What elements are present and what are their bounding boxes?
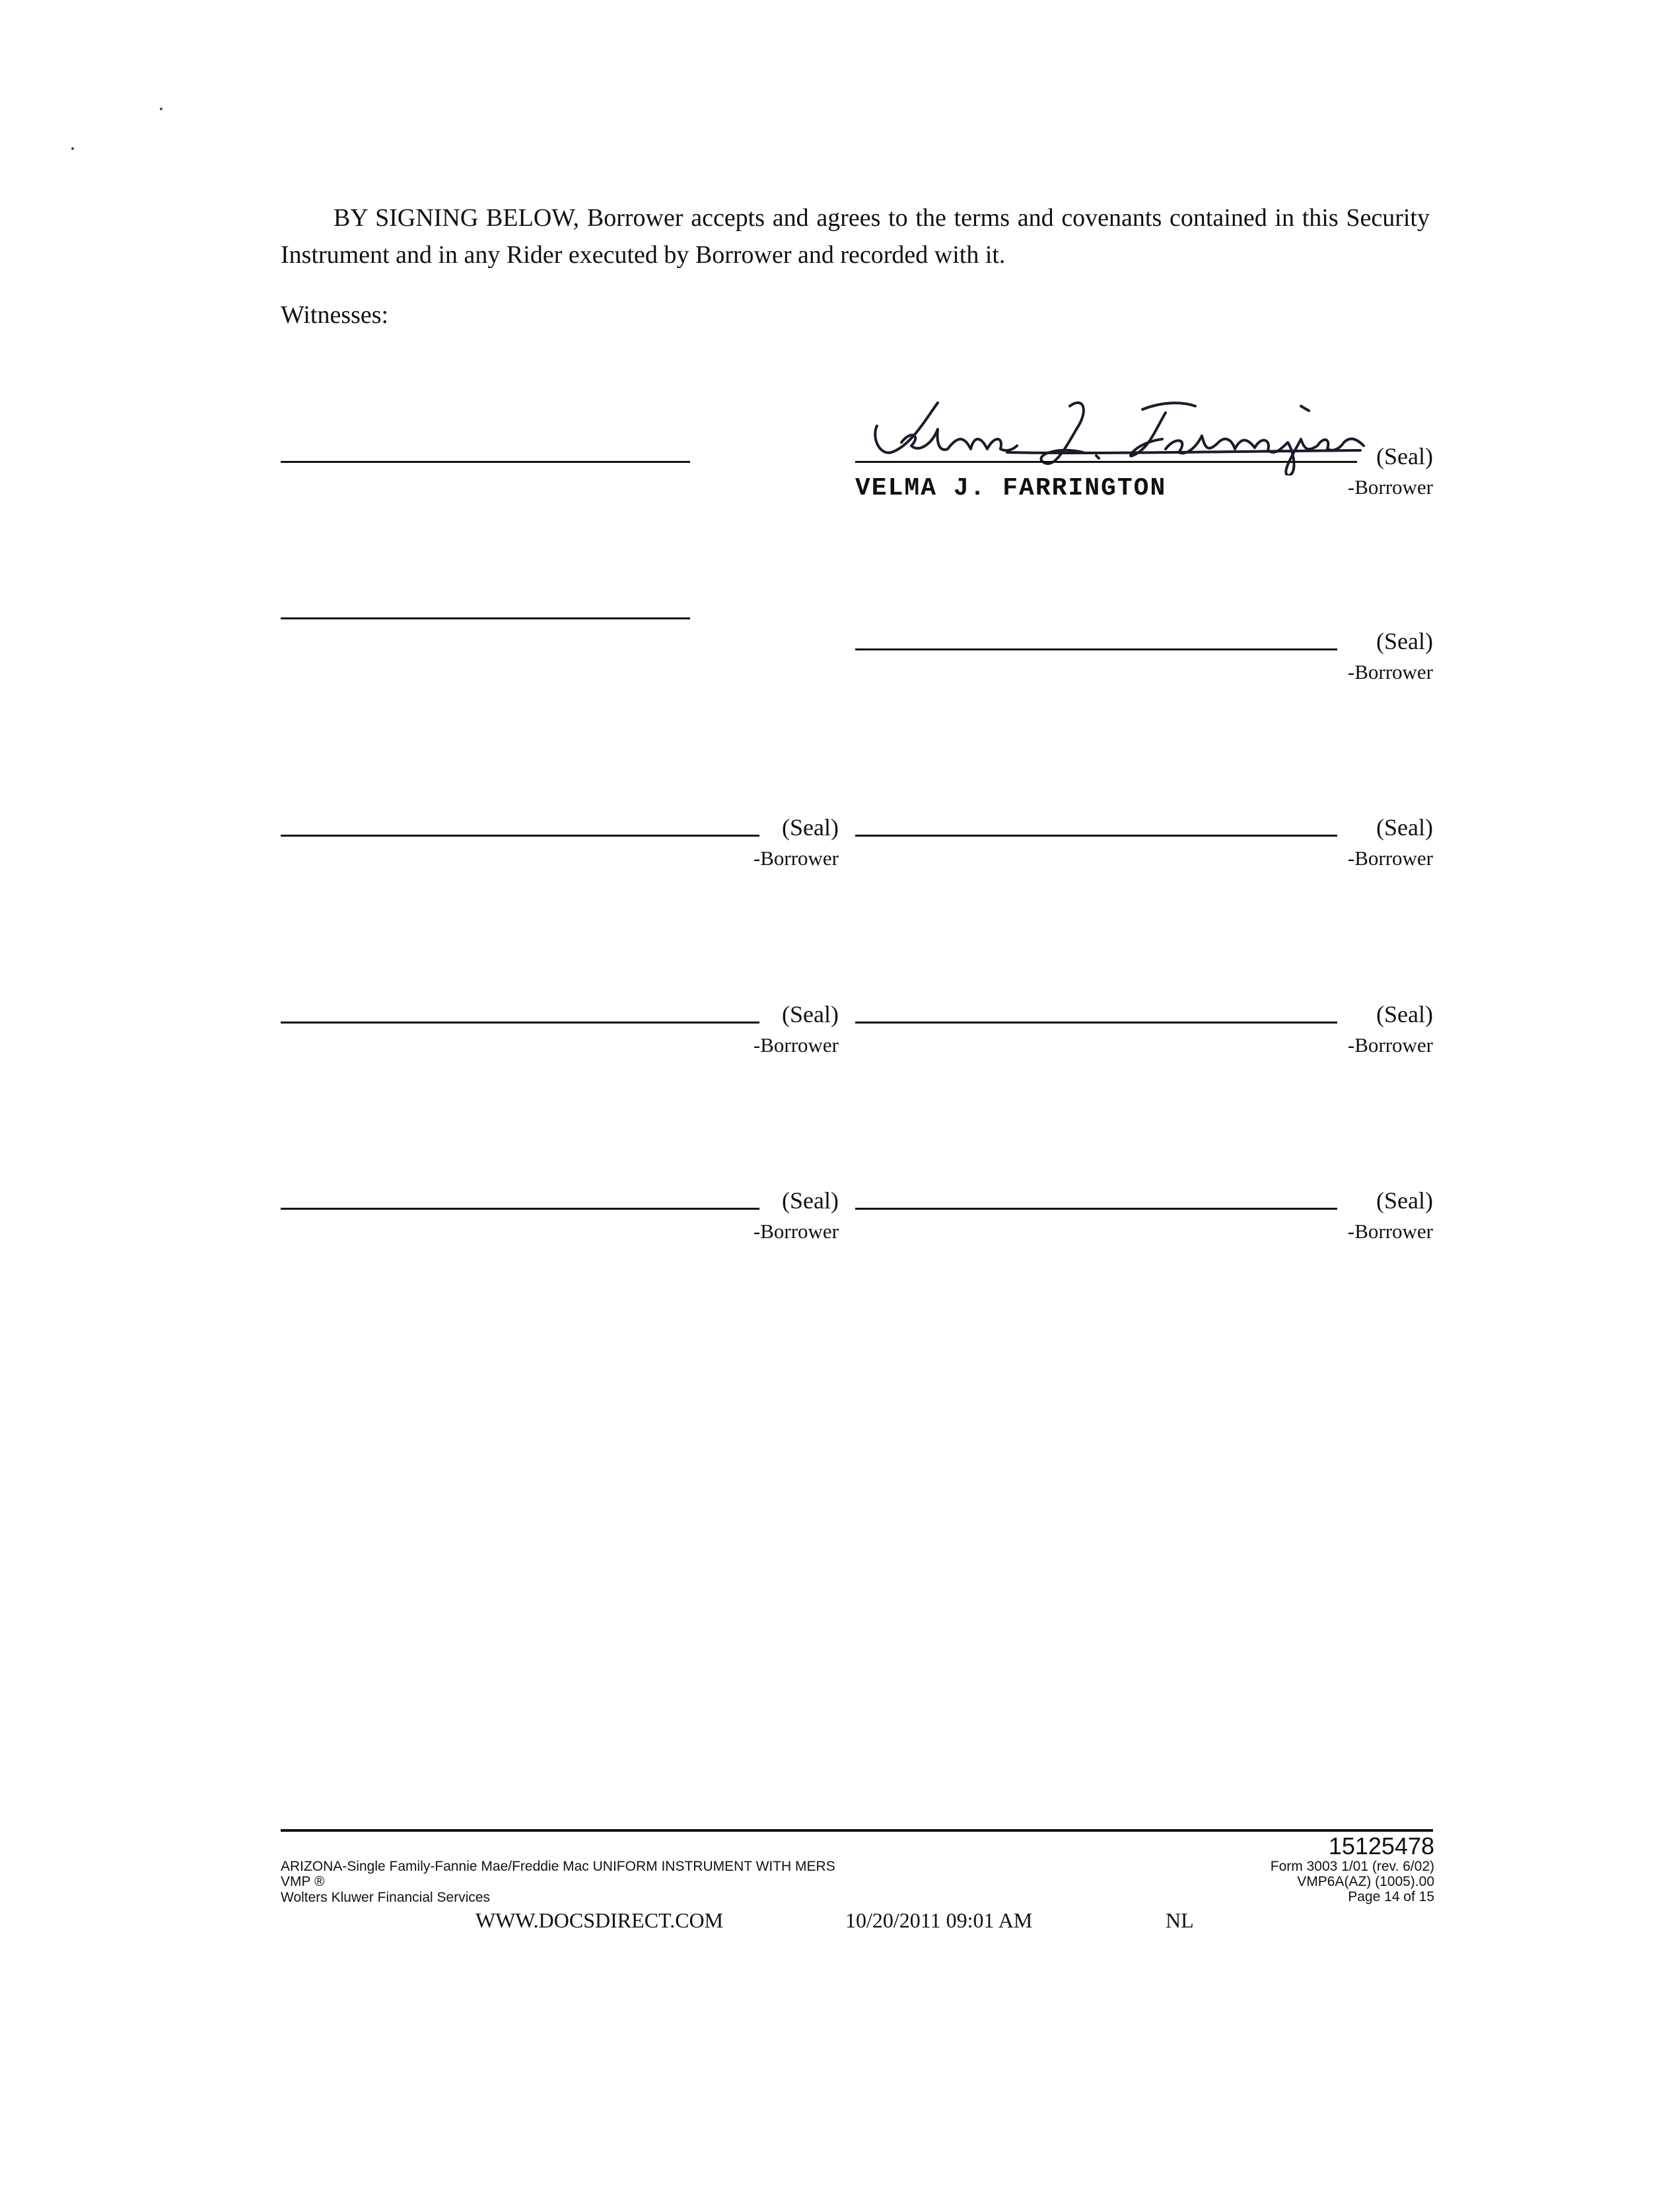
initials: NL xyxy=(1166,1908,1194,1932)
borrower-typed-name: VELMA J. FARRINGTON xyxy=(855,474,1167,503)
website: WWW.DOCSDIRECT.COM xyxy=(475,1908,724,1932)
borrower-signature-line xyxy=(855,648,1337,650)
borrower-signature-block-4 xyxy=(855,814,1433,880)
page-number: Page 14 of 15 xyxy=(1348,1889,1434,1904)
seal-label: (Seal) xyxy=(782,814,839,841)
scan-speck xyxy=(160,108,162,110)
signing-statement: BY SIGNING BELOW, Borrower accepts and agrees to the terms and covenants contained in this Security Instrument and in any Rider executed by Borrower and recorded with it. xyxy=(281,204,1430,269)
borrower-label: -Borrower xyxy=(1347,660,1433,683)
borrower-label: -Borrower xyxy=(753,1033,839,1057)
borrower-signature-line xyxy=(855,835,1337,837)
borrower-label: -Borrower xyxy=(1347,1033,1433,1057)
borrower-label: -Borrower xyxy=(753,1220,839,1243)
borrower-label: -Borrower xyxy=(1347,475,1433,499)
form-title: ARIZONA-Single Family-Fannie Mae/Freddie Mac UNIFORM INSTRUMENT WITH MERS xyxy=(281,1859,835,1874)
witnesses-label: Witnesses: xyxy=(281,301,389,329)
timestamp: 10/20/2011 09:01 AM xyxy=(845,1908,1033,1932)
borrower-label: -Borrower xyxy=(753,847,839,870)
vmp-label: VMP ® xyxy=(281,1874,325,1889)
seal-label: (Seal) xyxy=(782,1001,839,1027)
seal-label: (Seal) xyxy=(1376,443,1433,469)
loan-number: 15125478 xyxy=(1328,1832,1434,1859)
footer-rule xyxy=(281,1829,1433,1832)
borrower-signature-line-1 xyxy=(855,461,1357,463)
witness-signature-line-2 xyxy=(281,617,690,619)
vmp-code: VMP6A(AZ) (1005).00 xyxy=(1297,1874,1434,1889)
seal-label: (Seal) xyxy=(1376,814,1433,841)
borrower-signature-block-6 xyxy=(855,1000,1433,1066)
borrower-signature-line xyxy=(855,1022,1337,1024)
borrower-signature-block-2 xyxy=(855,627,1433,693)
seal-label: (Seal) xyxy=(1376,628,1433,654)
seal-label: (Seal) xyxy=(782,1187,839,1214)
borrower-signature-block-3 xyxy=(281,814,839,880)
borrower-signature-block-7 xyxy=(281,1187,839,1253)
borrower-signature-block-5 xyxy=(281,1000,839,1066)
seal-label: (Seal) xyxy=(1376,1001,1433,1027)
witness-signature-line-1 xyxy=(281,461,690,463)
borrower-signature-line xyxy=(855,1208,1337,1210)
borrower-signature-line xyxy=(281,1208,759,1210)
form-number: Form 3003 1/01 (rev. 6/02) xyxy=(1270,1859,1434,1874)
seal-label: (Seal) xyxy=(1376,1187,1433,1214)
borrower-signature-block-8 xyxy=(855,1187,1433,1253)
borrower-signature-line xyxy=(281,835,759,837)
borrower-label: -Borrower xyxy=(1347,1220,1433,1243)
borrower-signature-line xyxy=(281,1022,759,1024)
borrower-label: -Borrower xyxy=(1347,847,1433,870)
scan-speck xyxy=(71,147,74,150)
publisher: Wolters Kluwer Financial Services xyxy=(281,1890,491,1905)
